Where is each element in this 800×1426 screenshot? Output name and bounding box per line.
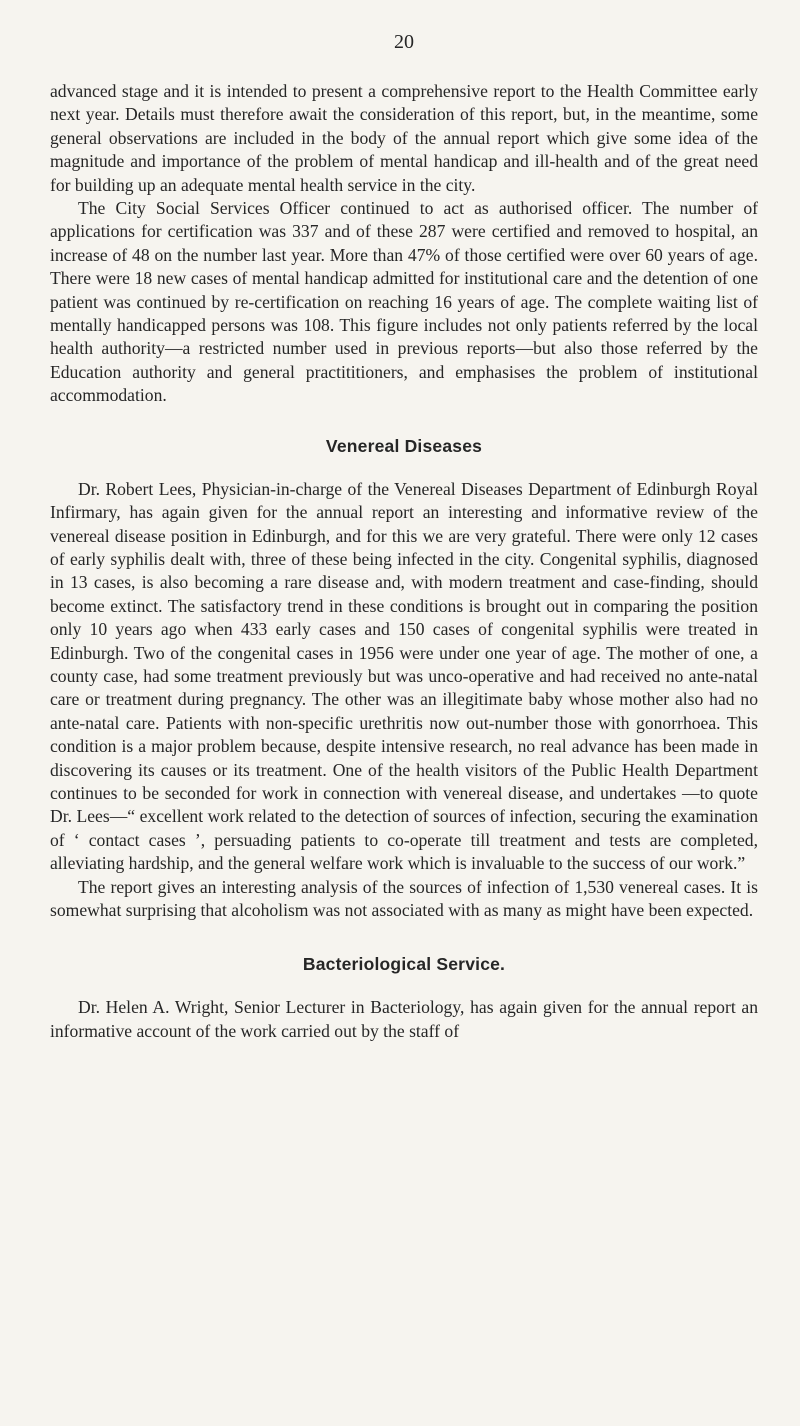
- document-page: [50, 0, 758, 1426]
- section-heading-bacteriological-service: Bacteriological Service.: [302, 954, 506, 975]
- page-number: 20: [394, 31, 414, 53]
- paragraph-certification: The City Social Services Officer continued to act as authorised officer. The number of applications for certification was 337 and of these 287 were certified and removed to hospital, an increase of 48 on the number last year. More than 47% of those certified were over 60 years of age. There were 18 new cases of mental handicap admitted for institutional care and the detention of one patient was continued by re-certification on reaching 16 years of age. The complete waiting list of mentally handicapped persons was 108. This figure includes not only patients referred by the local health authority—a restricted number used in previous reports—but also those referred by the Education authority and general practititioners, and emphasises the problem of institutional accommodation.: [50, 198, 758, 406]
- body-text: [50, 80, 758, 1043]
- paragraph-bacteriology: Dr. Helen A. Wright, Senior Lecturer in Bacteriology, has again given for the annual report an informative account of the work carried out by the staff of: [50, 997, 758, 1041]
- paragraph-infection-sources: The report gives an interesting analysis of the sources of infection of 1,530 venereal cases. It is somewhat surprising that alcoholism was not associated with as many as might have been expected.: [50, 876, 758, 920]
- section-heading-venereal-diseases: Venereal Diseases: [325, 435, 483, 456]
- paragraph-mental-health-intro: advanced stage and it is intended to present a comprehensive report to the Health Committee early next year. Details must therefore await the consideration of this report, but, in the meantime, some general observations are included in the body of the annual report which give some idea of the magnitude and importance of the problem of mental handicap and ill-health and of the great need for building up an adequate mental health service in the city.: [50, 81, 758, 195]
- paragraph-venereal-review: Dr. Robert Lees, Physician-in-charge of the Venereal Diseases Department of Edinburgh Royal Infirmary, has again given for the annual report an interesting and informative review of the venereal disease position in Edinburgh, and for this we are very grateful. There were only 12 cases of early syphilis dealt with, three of these being infected in the city. Congenital syphilis, diagnosed in 13 cases, is also becoming a rare disease and, with modern treatment and case-finding, should become extinct. The satisfactory trend in these conditions is brought out in comparing the position only 10 years ago when 433 early cases and 150 cases of congenital syphilis were treated in Edinburgh. Two of the congenital cases in 1956 were under one year of age. The mother of one, a county case, had some treatment previously but was unco-operative and had received no ante-natal care or treatment during pregnancy. The other was an illegitimate baby whose mother also had no ante-natal care. Patients with non-specific urethritis now out-number those with gonorrhoea. This condition is a major problem because, despite intensive research, no real advance has been made in discovering its causes or its treatment. One of the health visitors of the Public Health Department continues to be seconded for work in connection with venereal disease, and undertakes —to quote Dr. Lees—“ excellent work related to the detection of sources of infection, securing the examination of ‘ contact cases ’, persuading patients to co-operate till treatment and tests are completed, alleviating hardship, and the general welfare work which is invaluable to the success of our work.”: [50, 478, 758, 874]
